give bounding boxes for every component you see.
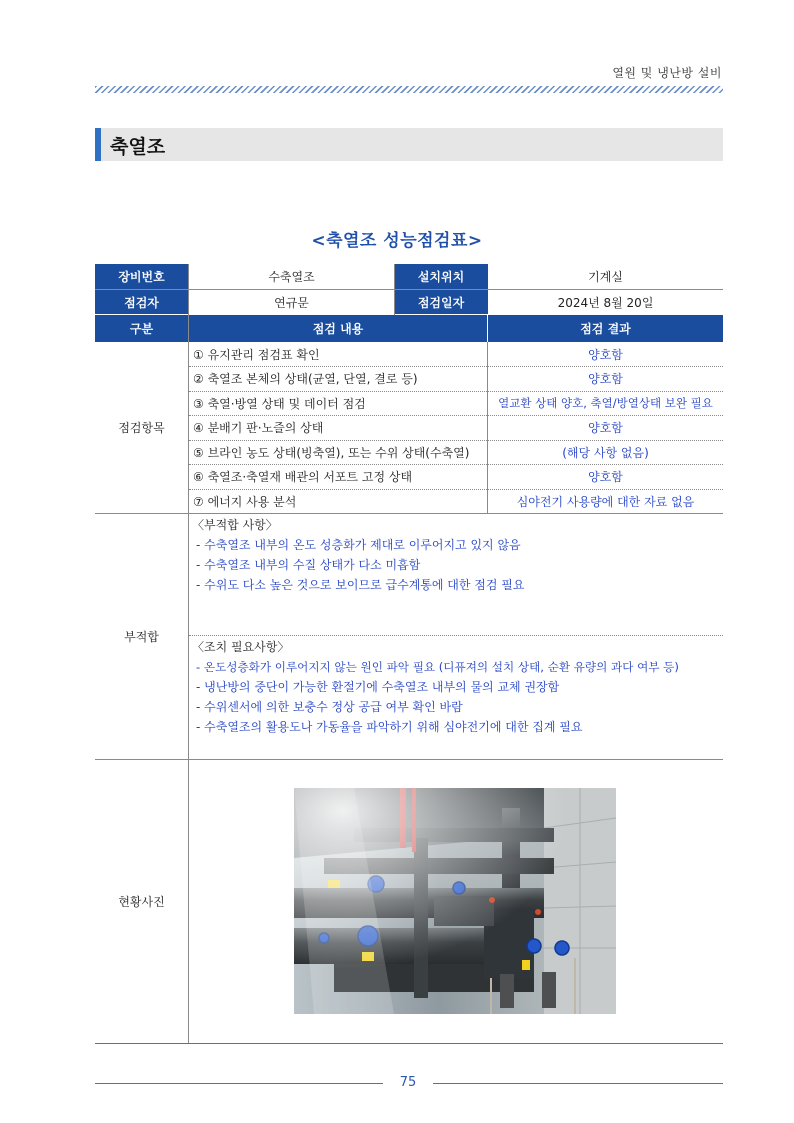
section-accent-bar (95, 128, 101, 161)
page-number: 75 (399, 1075, 417, 1090)
checklist-item-content: ③ 축열·방열 상태 및 데이터 점검 (193, 396, 366, 411)
checklist-item-result: 심야전기 사용량에 대한 자료 없음 (516, 494, 695, 509)
photo-label: 현황사진 (118, 894, 165, 909)
running-head: 열원 및 냉난방 설비 (612, 66, 722, 80)
inspector-value: 연규문 (274, 295, 309, 310)
table-title: <축열조 성능점검표> (311, 231, 483, 251)
issues-heading: 〈부적합 사항〉 (192, 518, 278, 532)
footer-line-right (433, 1083, 723, 1084)
issue-item: - 수축열조 내부의 온도 성층화가 제대로 이루어지고 있지 않음 (196, 538, 521, 552)
row-divider (189, 635, 723, 636)
location-value: 기계실 (588, 270, 623, 284)
action-item: - 수위센서에 의한 보충수 정상 공급 여부 확인 바람 (196, 700, 463, 714)
action-item: - 냉난방의 중단이 가능한 환절기에 수축열조 내부의 물의 교체 권장함 (196, 680, 560, 694)
row-divider (95, 513, 723, 514)
table-bottom-border (95, 1043, 723, 1044)
action-item: - 수축열조의 활용도나 가동율을 파악하기 위해 심야전기에 대한 집계 필요 (196, 720, 583, 734)
date-value: 2024년 8월 20일 (557, 295, 654, 310)
row-divider (95, 759, 723, 760)
checklist-item-content: ⑥ 축열조·축열재 배관의 서포트 고정 상태 (193, 470, 413, 484)
category-header: 구분 (95, 315, 188, 342)
action-item: - 온도성층화가 이루어지지 않는 원인 파악 필요 (디퓨져의 설치 상태, 순환 유량의 과다 여부 등) (196, 660, 679, 674)
checklist-item-content: ⑤ 브라인 농도 상태(빙축열), 또는 수위 상태(수축열) (193, 445, 470, 460)
checklist-item-content: ② 축열조 본체의 상태(균열, 단열, 결로 등) (193, 372, 418, 386)
checklist-item-result: 양호함 (588, 372, 623, 386)
location-label: 설치위치 (394, 264, 488, 289)
checklist-item-result: (해당 사항 없음) (562, 445, 649, 460)
inspector-label: 점검자 (95, 290, 188, 314)
footer-line-left (95, 1083, 383, 1084)
checklist-label: 점검항목 (118, 421, 165, 435)
mechanical-room-photo (294, 788, 616, 1014)
checklist-item-content: ① 유지관리 점검표 확인 (193, 347, 320, 362)
issue-item: - 수축열조 내부의 수질 상태가 다소 미흡함 (196, 558, 421, 572)
checklist-item-result: 양호함 (588, 347, 623, 362)
issue-item: - 수위도 다소 높은 것으로 보이므로 급수계통에 대한 점검 필요 (196, 578, 525, 592)
equip-no-value: 수축열조 (268, 270, 315, 284)
nonconformity-actions (192, 637, 720, 737)
actions-heading: 〈조치 필요사항〉 (192, 640, 290, 654)
content-header: 점검 내용 (189, 315, 487, 342)
checklist-item-result: 양호함 (588, 421, 623, 435)
column-divider (394, 264, 395, 315)
checklist-item-content: ⑦ 에너지 사용 분석 (193, 494, 297, 509)
status-photo (294, 788, 616, 1014)
result-header: 점검 결과 (488, 315, 723, 342)
nonconformity-label: 부적합 (124, 629, 159, 644)
date-label: 점검일자 (394, 290, 488, 314)
nonconformity-issues (192, 515, 720, 595)
checklist-item-result: 양호함 (588, 470, 623, 484)
checklist-item-result: 열교환 상태 양호, 축열/방열상태 보완 필요 (498, 396, 713, 410)
header-hatch-divider (95, 86, 723, 93)
equip-no-label: 장비번호 (95, 264, 188, 289)
section-title: 축열조 (110, 136, 166, 158)
section-title-bar (95, 128, 723, 161)
checklist-item-content: ④ 분배기 판·노즐의 상태 (193, 421, 324, 435)
